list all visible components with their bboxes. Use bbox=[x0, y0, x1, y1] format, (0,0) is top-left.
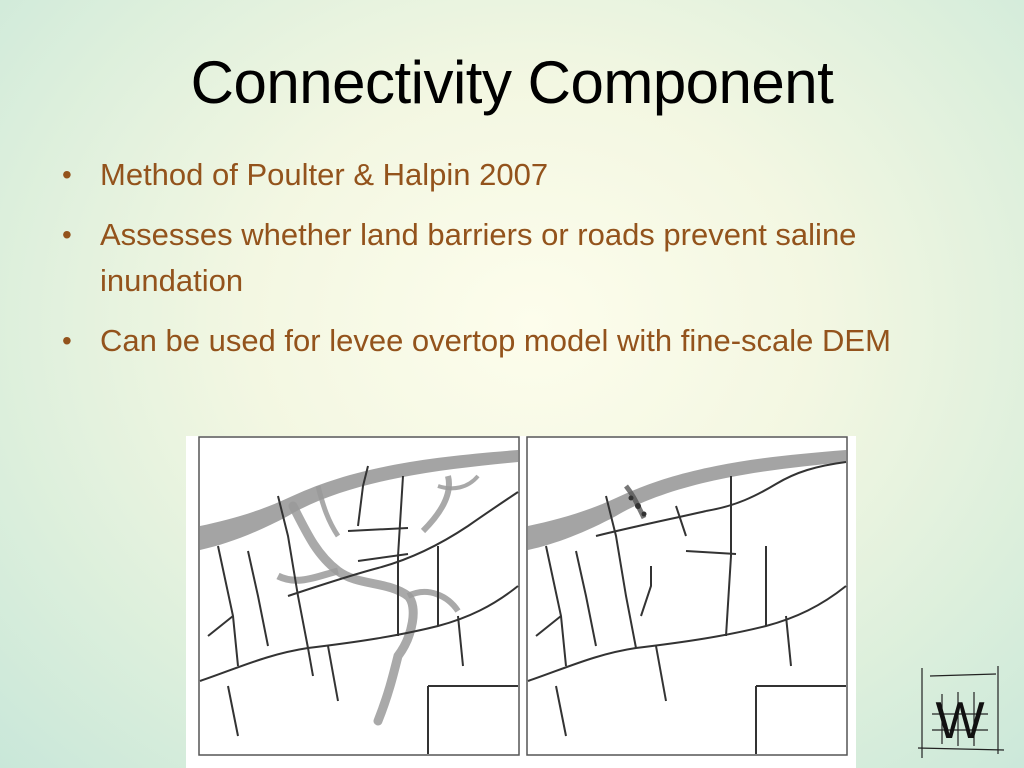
bullet-item bbox=[58, 212, 958, 304]
right-inundation-map bbox=[526, 436, 848, 756]
left-inundation-map bbox=[198, 436, 520, 756]
w-logo-icon bbox=[912, 664, 1008, 760]
bullet-item bbox=[58, 152, 958, 198]
bullet-item bbox=[58, 318, 958, 364]
bullet-text: Method of Poulter & Halpin 2007 bbox=[100, 157, 549, 192]
bullet-dot-icon: • bbox=[62, 325, 72, 356]
bullet-dot-icon: • bbox=[62, 159, 72, 190]
bullet-list bbox=[58, 152, 958, 378]
slide-title: Connectivity Component bbox=[190, 49, 834, 116]
bullet-text: Assesses whether land barriers or roads prevent saline inundation bbox=[100, 217, 857, 298]
bullet-dot-icon: • bbox=[62, 219, 72, 250]
logo-letter: W bbox=[935, 692, 985, 750]
bullet-text: Can be used for levee overtop model with fine-scale DEM bbox=[100, 323, 891, 358]
map-figure bbox=[186, 436, 856, 768]
